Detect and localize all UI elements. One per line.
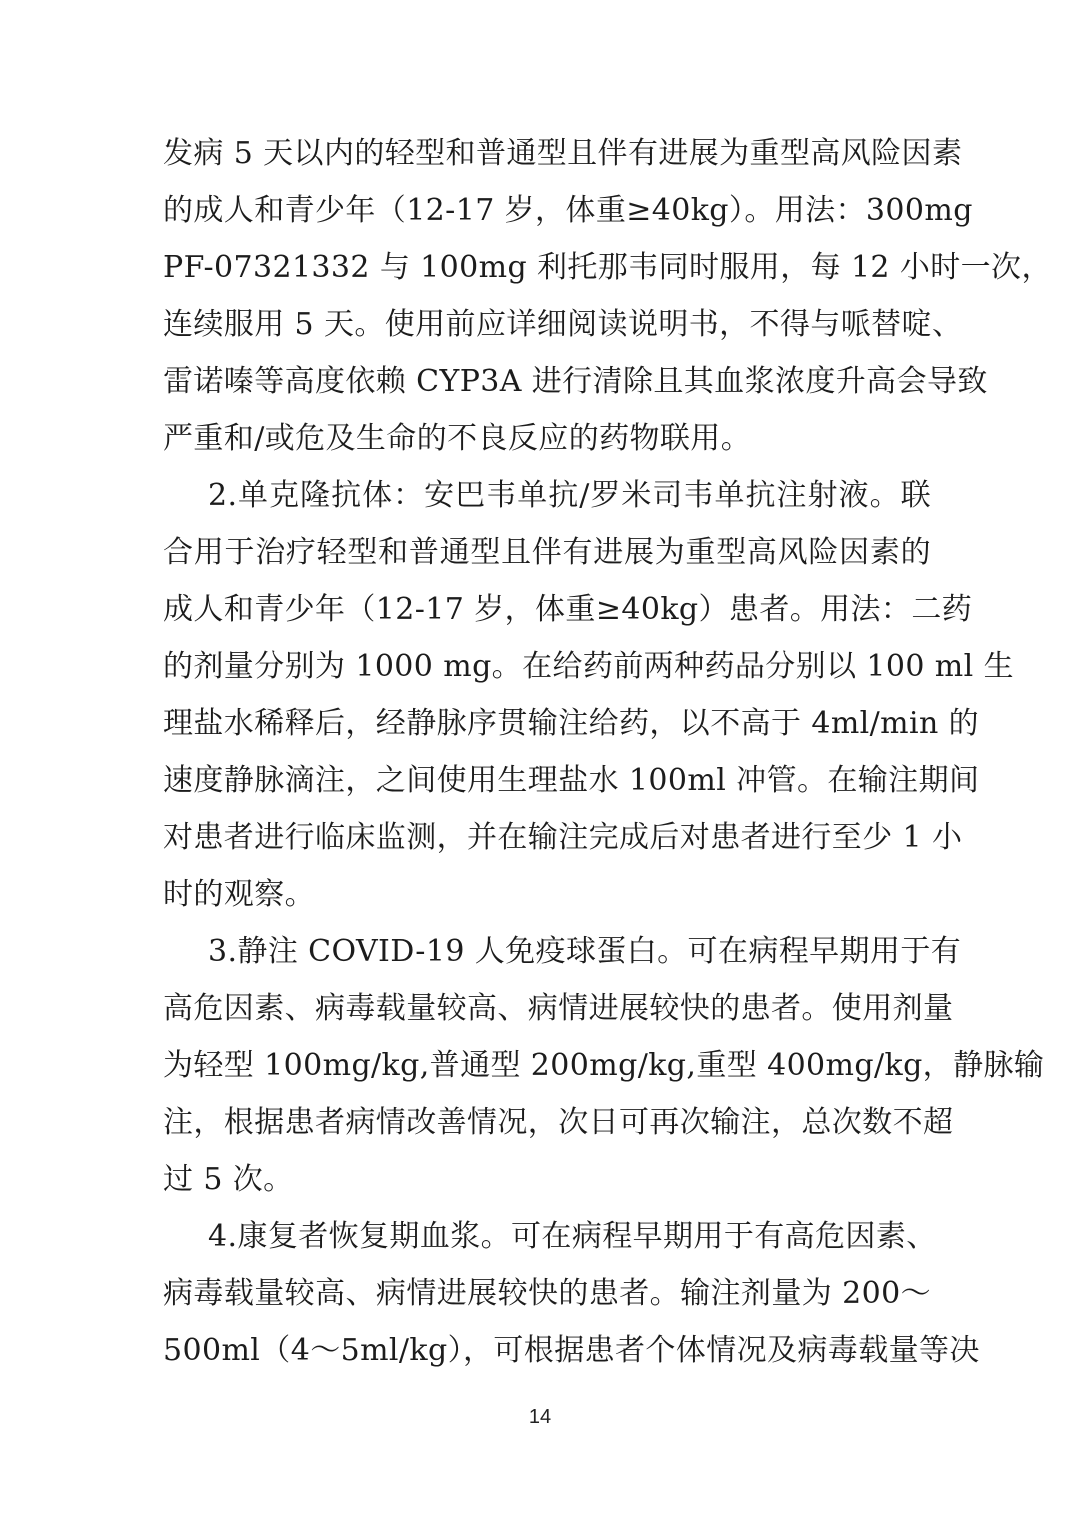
text-line: 雷诺嗪等高度依赖 CYP3A 进行清除且其血浆浓度升高会导致 [163, 364, 988, 399]
text-line: 病毒载量较高、病情进展较快的患者。输注剂量为 200～ [163, 1276, 931, 1311]
text-line: 理盐水稀释后，经静脉序贯输注给药，以不高于 4ml/min 的 [163, 706, 980, 741]
text-line: 4.康复者恢复期血浆。可在病程早期用于有高危因素、 [208, 1219, 937, 1254]
text-line: 过 5 次。 [163, 1162, 294, 1197]
text-line: PF-07321332 与 100mg 利托那韦同时服用，每 12 小时一次， [163, 250, 1052, 285]
text-line: 注，根据患者病情改善情况，次日可再次输注，总次数不超 [163, 1105, 954, 1140]
text-line: 对患者进行临床监测，并在输注完成后对患者进行至少 1 小 [163, 820, 963, 855]
text-line: 合用于治疗轻型和普通型且伴有进展为重型高风险因素的 [163, 535, 931, 570]
page-number: 14 [528, 1406, 552, 1428]
text-line: 的成人和青少年（12-17 岁，体重≥40kg）。用法：300mg [163, 193, 973, 228]
text-line: 严重和/或危及生命的不良反应的药物联用。 [163, 421, 752, 456]
text-line: 速度静脉滴注，之间使用生理盐水 100ml 冲管。在输注期间 [163, 763, 980, 798]
text-line: 成人和青少年（12-17 岁，体重≥40kg）患者。用法：二药 [163, 592, 973, 627]
text-line: 为轻型 100mg/kg,普通型 200mg/kg,重型 400mg/kg，静脉输 [163, 1048, 1045, 1083]
text-line: 时的观察。 [163, 877, 315, 912]
text-line: 500ml（4～5ml/kg），可根据患者个体情况及病毒载量等决 [163, 1333, 980, 1368]
text-line: 高危因素、病毒载量较高、病情进展较快的患者。使用剂量 [163, 991, 954, 1026]
text-line: 发病 5 天以内的轻型和普通型且伴有进展为重型高风险因素 [163, 136, 963, 171]
text-line: 2.单克隆抗体：安巴韦单抗/罗米司韦单抗注射液。联 [208, 478, 931, 513]
text-line: 3.静注 COVID-19 人免疫球蛋白。可在病程早期用于有 [208, 934, 962, 969]
text-line: 连续服用 5 天。使用前应详细阅读说明书，不得与哌替啶、 [163, 307, 963, 342]
document-text-block [163, 125, 1052, 1379]
text-line: 的剂量分别为 1000 mg。在给药前两种药品分别以 100 ml 生 [163, 649, 1014, 684]
